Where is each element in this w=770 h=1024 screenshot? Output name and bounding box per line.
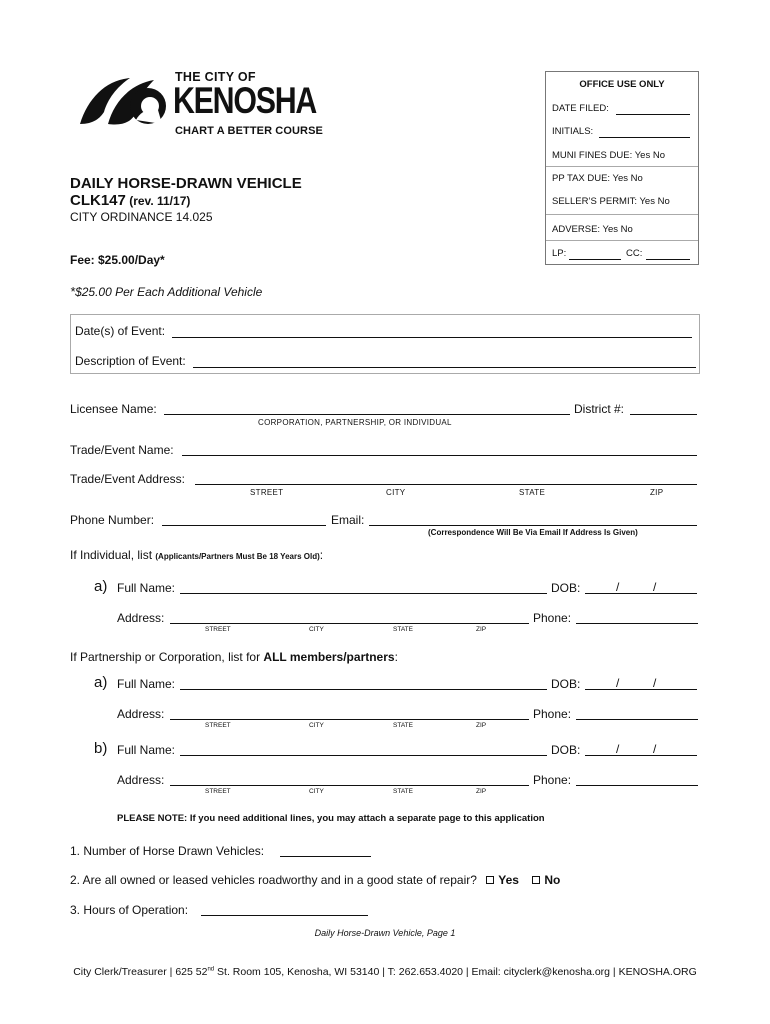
individual-a-address-label: Address: bbox=[117, 611, 165, 625]
lp-label: LP: bbox=[552, 248, 567, 259]
partner-a-name-label: Full Name: bbox=[117, 677, 176, 691]
trade-address-line[interactable] bbox=[195, 484, 697, 485]
sellers-permit-row: SELLER’S PERMIT: Yes No bbox=[552, 196, 670, 207]
individual-a-name-line[interactable] bbox=[180, 593, 547, 594]
muni-fines-row: MUNI FINES DUE: Yes No bbox=[552, 150, 665, 161]
footer-sup: nd bbox=[207, 966, 215, 973]
licensee-name-caption: CORPORATION, PARTNERSHIP, OR INDIVIDUAL bbox=[258, 418, 452, 427]
individual-a-dob-slash: / bbox=[653, 580, 657, 594]
question-1-label: 1. Number of Horse Drawn Vehicles: bbox=[70, 844, 265, 858]
wave-logo-icon bbox=[78, 72, 170, 130]
fee-note-text: $25.00 Per Each Additional Vehicle bbox=[75, 285, 263, 299]
footer-part1: City Clerk/Treasurer | 625 52 bbox=[73, 966, 208, 978]
email-line[interactable] bbox=[369, 525, 697, 526]
individual-a-dob-label: DOB: bbox=[551, 581, 581, 595]
partner-a-city: CITY bbox=[309, 722, 324, 729]
individual-heading bbox=[70, 548, 323, 562]
no-label: No bbox=[544, 873, 561, 887]
trade-name-line[interactable] bbox=[182, 455, 697, 456]
partner-a-phone-label: Phone: bbox=[533, 707, 572, 721]
phone-line[interactable] bbox=[162, 525, 326, 526]
partner-a-dob-slash: / bbox=[653, 676, 657, 690]
cc-label: CC: bbox=[626, 248, 643, 259]
date-filed-label: DATE FILED: bbox=[552, 103, 609, 114]
partners-heading bbox=[70, 650, 398, 664]
partner-a-address-line[interactable] bbox=[170, 719, 529, 720]
individual-a-street: STREET bbox=[205, 626, 231, 633]
partner-b-city: CITY bbox=[309, 788, 324, 795]
office-divider bbox=[546, 214, 698, 215]
form-code-id: CLK147 bbox=[70, 192, 126, 209]
individual-a-zip: ZIP bbox=[476, 626, 487, 633]
fee-label: Fee: $25.00/Day* bbox=[70, 253, 165, 267]
partner-b-address-label: Address: bbox=[117, 773, 165, 787]
event-description-line[interactable] bbox=[193, 367, 696, 368]
licensee-name-line[interactable] bbox=[164, 414, 570, 415]
form-revision: (rev. 11/17) bbox=[129, 194, 191, 208]
trade-address-zip: ZIP bbox=[650, 488, 664, 497]
partner-b-phone-line[interactable] bbox=[576, 785, 698, 786]
partners-heading-end: : bbox=[394, 650, 398, 664]
form-code bbox=[70, 192, 190, 209]
initials-line[interactable] bbox=[599, 137, 690, 138]
partner-b-phone-label: Phone: bbox=[533, 773, 572, 787]
question-2-label: 2. Are all owned or leased vehicles roadworthy and in a good state of repair? bbox=[70, 873, 477, 887]
cc-line[interactable] bbox=[646, 259, 690, 260]
partner-b-dob-slash: / bbox=[653, 742, 657, 756]
partner-a-address-label: Address: bbox=[117, 707, 165, 721]
partner-a-marker: a) bbox=[94, 674, 108, 691]
question-3-line[interactable] bbox=[201, 915, 368, 916]
trade-address-state: STATE bbox=[519, 488, 546, 497]
partner-b-address-line[interactable] bbox=[170, 785, 529, 786]
individual-heading-note: (Applicants/Partners Must Be 18 Years Old) bbox=[155, 552, 320, 561]
yes-label: Yes bbox=[498, 873, 519, 887]
partner-b-dob-label: DOB: bbox=[551, 743, 581, 757]
individual-heading-text: If Individual, list bbox=[70, 548, 153, 562]
partner-a-street: STREET bbox=[205, 722, 231, 729]
individual-a-dob-line[interactable] bbox=[585, 593, 697, 594]
partners-heading-bold: ALL members/partners bbox=[263, 650, 395, 664]
footer-part2: St. Room 105, Kenosha, WI 53140 | T: 262.653.4020 | Email: cityclerk@kenosha.org | KENOSHA.ORG bbox=[214, 966, 697, 978]
date-filed-line[interactable] bbox=[616, 114, 690, 115]
partner-b-name-label: Full Name: bbox=[117, 743, 176, 757]
partner-b-zip: ZIP bbox=[476, 788, 487, 795]
page-label: Daily Horse-Drawn Vehicle, Page 1 bbox=[314, 928, 456, 938]
trade-address-label: Trade/Event Address: bbox=[70, 472, 185, 486]
partner-a-dob-slash: / bbox=[616, 676, 620, 690]
partner-b-dob-line[interactable] bbox=[585, 755, 697, 756]
individual-a-dob-slash: / bbox=[616, 580, 620, 594]
email-label: Email: bbox=[331, 513, 365, 527]
trade-address-city: CITY bbox=[386, 488, 406, 497]
individual-a-city: CITY bbox=[309, 626, 324, 633]
office-use-title: OFFICE USE ONLY bbox=[579, 79, 665, 90]
trade-name-label: Trade/Event Name: bbox=[70, 443, 174, 457]
partner-b-state: STATE bbox=[393, 788, 413, 795]
partner-a-dob-line[interactable] bbox=[585, 689, 697, 690]
individual-a-address-line[interactable] bbox=[170, 623, 529, 624]
question-1-line[interactable] bbox=[280, 856, 371, 857]
individual-heading-end: : bbox=[319, 548, 324, 562]
footer bbox=[0, 966, 770, 978]
lp-line[interactable] bbox=[569, 259, 621, 260]
additional-lines-note: PLEASE NOTE: If you need additional lines, you may attach a separate page to this application bbox=[117, 813, 545, 824]
event-dates-label: Date(s) of Event: bbox=[75, 324, 166, 338]
licensee-name-label: Licensee Name: bbox=[70, 402, 157, 416]
district-label: District #: bbox=[574, 402, 625, 416]
individual-a-marker: a) bbox=[94, 578, 108, 595]
no-checkbox[interactable] bbox=[532, 876, 540, 884]
city-logo bbox=[78, 70, 328, 140]
partner-a-state: STATE bbox=[393, 722, 413, 729]
partner-a-phone-line[interactable] bbox=[576, 719, 698, 720]
trade-address-street: STREET bbox=[250, 488, 284, 497]
event-description-label: Description of Event: bbox=[75, 354, 186, 368]
adverse-row: ADVERSE: Yes No bbox=[552, 224, 633, 235]
logo-line2: KENOSHA bbox=[173, 80, 317, 121]
partner-a-zip: ZIP bbox=[476, 722, 487, 729]
question-3-label: 3. Hours of Operation: bbox=[70, 903, 189, 917]
fee-note bbox=[70, 284, 262, 299]
partner-a-name-line[interactable] bbox=[180, 689, 547, 690]
partner-b-name-line[interactable] bbox=[180, 755, 547, 756]
ordinance: CITY ORDINANCE 14.025 bbox=[70, 210, 213, 224]
logo-tagline: CHART A BETTER COURSE bbox=[175, 125, 323, 137]
office-divider bbox=[546, 166, 698, 167]
individual-a-name-label: Full Name: bbox=[117, 581, 176, 595]
email-note: (Correspondence Will Be Via Email If Address Is Given) bbox=[428, 528, 638, 537]
district-line[interactable] bbox=[630, 414, 697, 415]
logo-line1: THE CITY OF bbox=[175, 70, 256, 84]
form-title: DAILY HORSE-DRAWN VEHICLE bbox=[70, 175, 302, 192]
initials-label: INITIALS: bbox=[552, 126, 594, 137]
partner-b-marker: b) bbox=[94, 740, 108, 757]
yes-checkbox[interactable] bbox=[486, 876, 494, 884]
individual-a-phone-line[interactable] bbox=[576, 623, 698, 624]
office-use-box bbox=[545, 71, 699, 265]
partner-b-dob-slash: / bbox=[616, 742, 620, 756]
fee-note-star: * bbox=[70, 284, 76, 299]
partner-a-dob-label: DOB: bbox=[551, 677, 581, 691]
question-2 bbox=[70, 873, 560, 887]
phone-label: Phone Number: bbox=[70, 513, 155, 527]
individual-a-state: STATE bbox=[393, 626, 413, 633]
partner-b-street: STREET bbox=[205, 788, 231, 795]
partners-heading-text: If Partnership or Corporation, list for bbox=[70, 650, 261, 664]
office-divider bbox=[546, 240, 698, 241]
individual-a-phone-label: Phone: bbox=[533, 611, 572, 625]
pp-tax-row: PP TAX DUE: Yes No bbox=[552, 173, 643, 184]
event-dates-line[interactable] bbox=[172, 337, 692, 338]
